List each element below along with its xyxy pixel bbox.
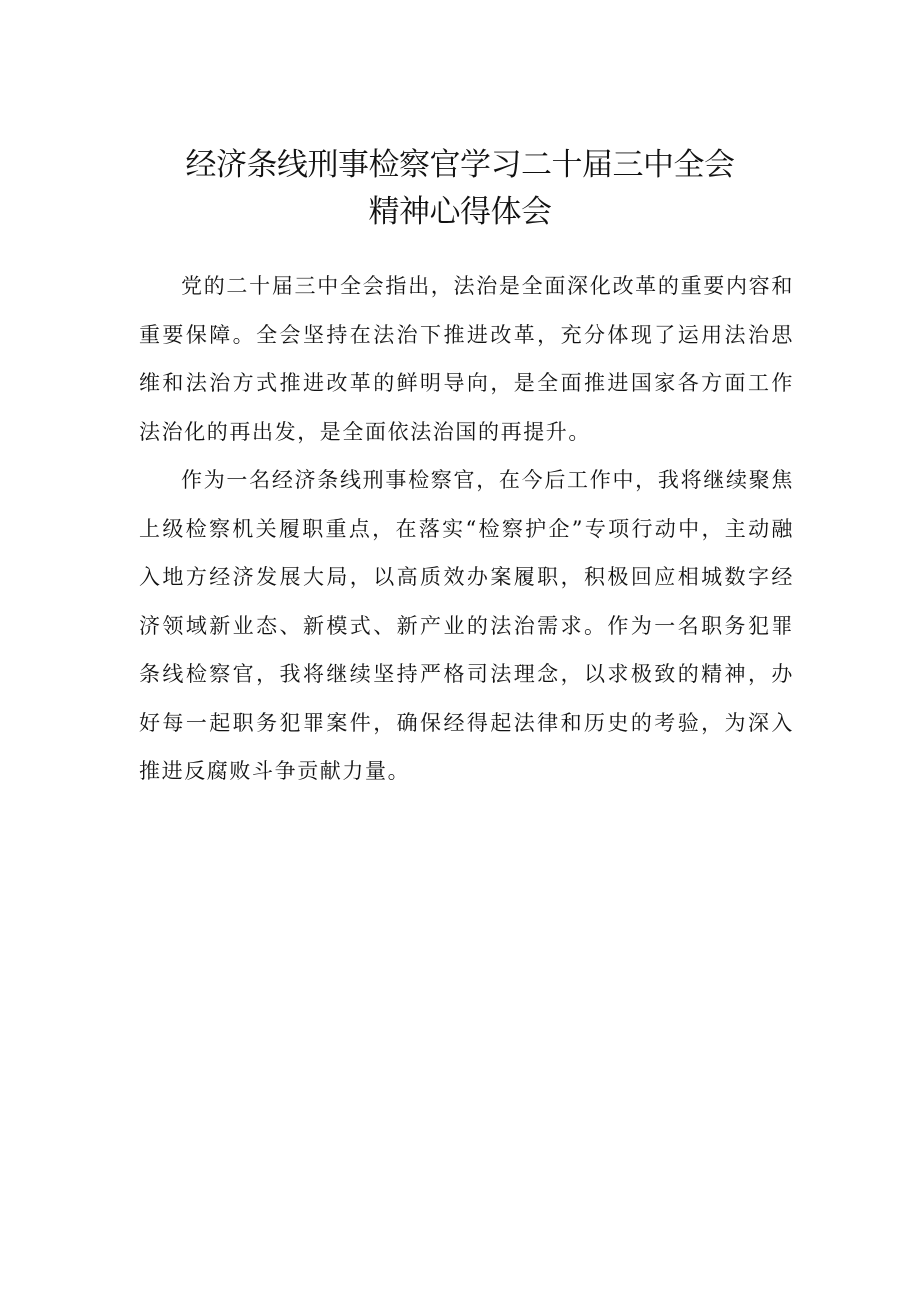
document-title-line-2: 精神心得体会 <box>368 194 552 230</box>
document-title <box>0 142 920 236</box>
body-paragraph-1: 党的二十届三中全会指出，法治是全面深化改革的重要内容和重要保障。全会坚持在法治下推进改革，充分体现了运用法治思维和法治方式推进改革的鲜明导向，是全面推进国家各方面工作法治化的再出发，是全面依法治国的再提升。 <box>139 274 794 444</box>
document-body <box>139 262 794 796</box>
document-title-line-1: 经济条线刑事检察官学习二十届三中全会 <box>185 147 735 183</box>
body-paragraph-2: 作为一名经济条线刑事检察官，在今后工作中，我将继续聚焦上级检察机关履职重点，在落实“检察护企”专项行动中，主动融入地方经济发展大局，以高质效办案履职，积极回应相城数字经济领域新业态、新模式、新产业的法治需求。作为一名职务犯罪条线检察官，我将继续坚持严格司法理念，以求极致的精神，办好每一起职务犯罪案件，确保经得起法律和历史的考验，为深入推进反腐败斗争贡献力量。 <box>139 468 794 783</box>
